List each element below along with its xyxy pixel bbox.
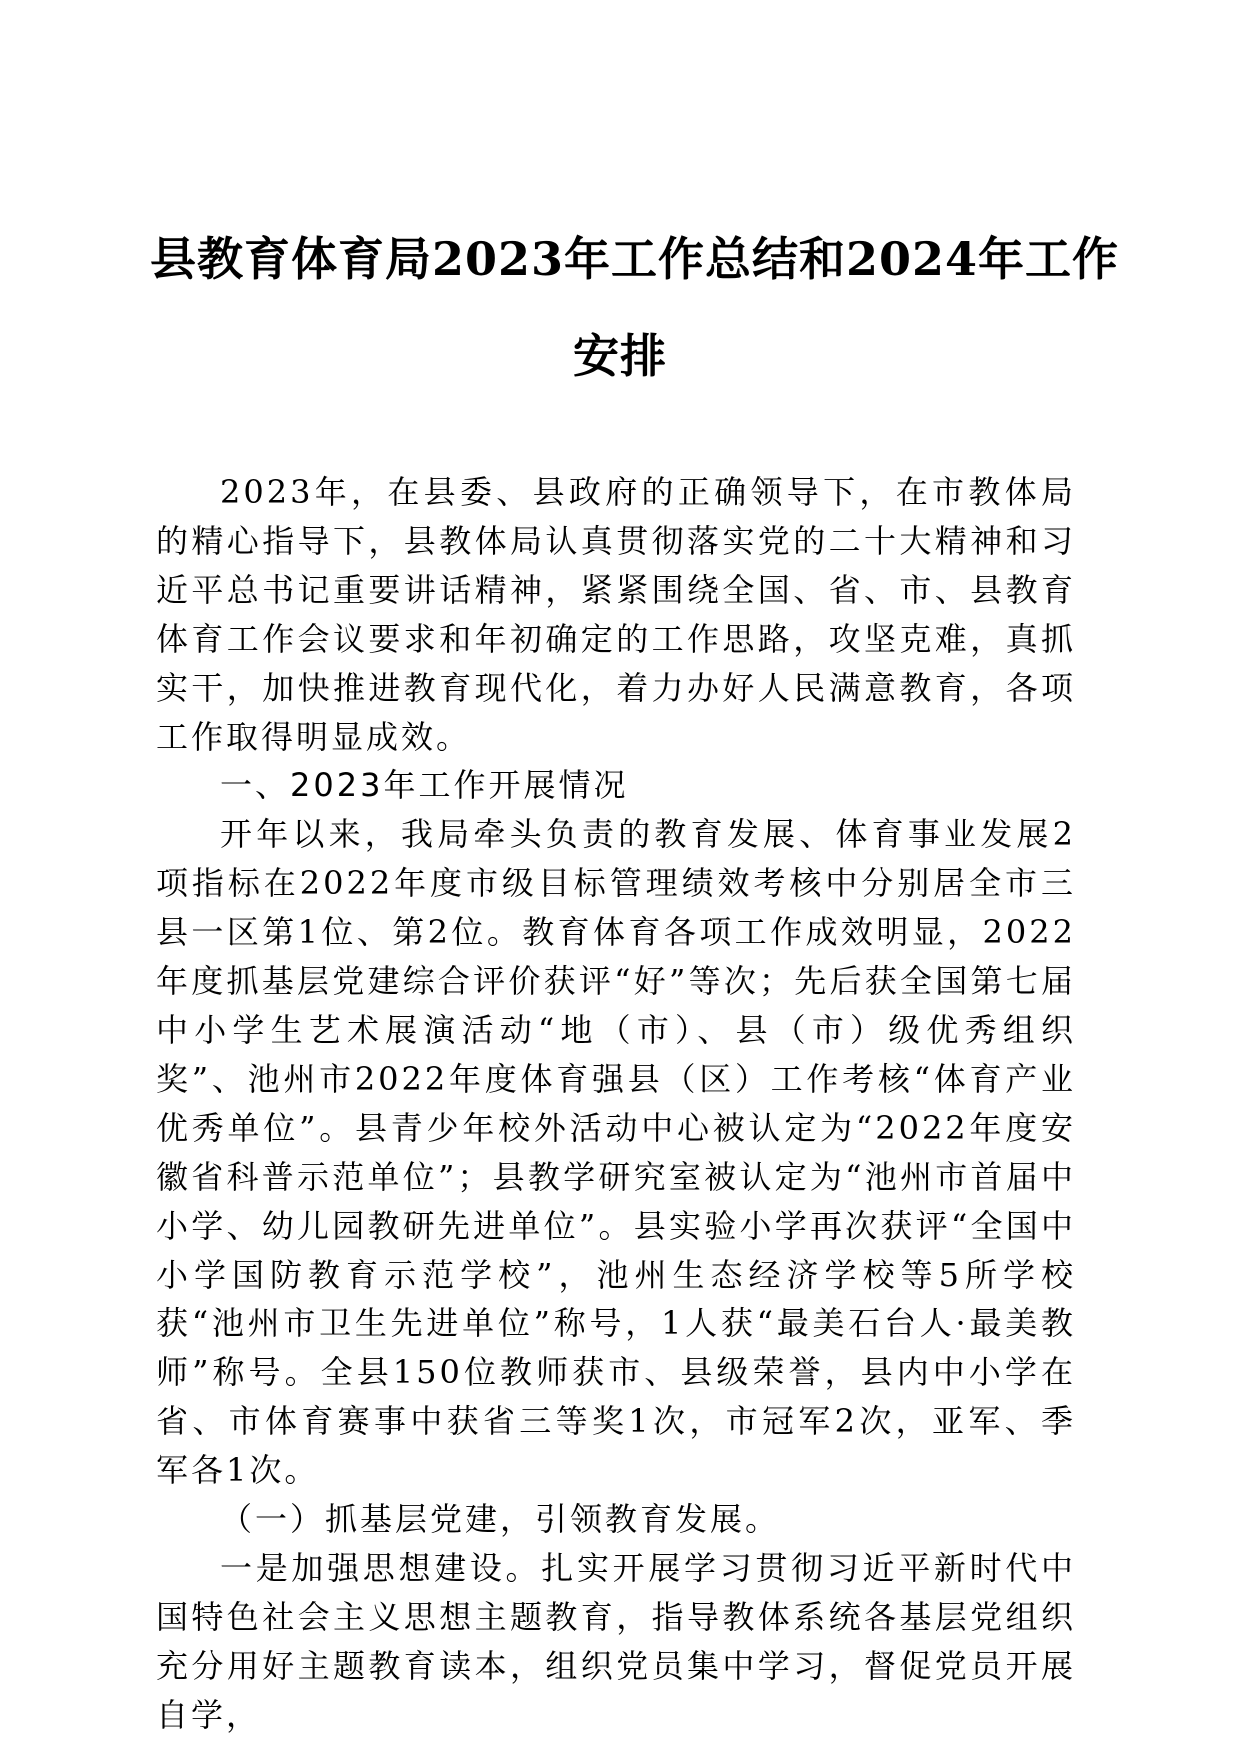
document-title-line-2: 安排	[573, 329, 667, 383]
achievements-paragraph: 开年以来，我局牵头负责的教育发展、体育事业发展2项指标在2022年度市级目标管理绩效考核中分别居全市三县一区第1位、第2位。教育体育各项工作成效明显，2022年度抓基层党建综合评价获评“好”等次；先后获全国第七届中小学生艺术展演活动“地（市）、县（市）级优秀组织奖”、池州市2022年度体育强县（区）工作考核“体育产业优秀单位”。县青少年校外活动中心被认定为“2022年度安徽省科普示范单位”；县教学研究室被认定为“池州市首届中小学、幼儿园教研先进单位”。县实验小学再次获评“全国中小学国防教育示范学校”，池州生态经济学校等5所学校获“池州市卫生先进单位”称号，1人获“最美石台人·最美教师”称号。全县150位教师获市、县级荣誉，县内中小学在省、市体育赛事中获省三等奖1次，市冠军2次，亚军、季军各1次。	[156, 815, 1076, 1490]
document-body	[156, 468, 1076, 1740]
document-title-line-1: 县教育体育局2023年工作总结和2024年工作	[150, 232, 1120, 286]
sub-heading-1: （一）抓基层党建，引领教育发展。	[220, 1500, 781, 1539]
intro-paragraph: 2023年，在县委、县政府的正确领导下，在市教体局的精心指导下，县教体局认真贯彻落实党的二十大精神和习近平总书记重要讲话精神，紧紧围绕全国、省、市、县教育体育工作会议要求和年初确定的工作思路，攻坚克难，真抓实干，加快推进教育现代化，着力办好人民满意教育，各项工作取得明显成效。	[156, 473, 1076, 756]
ideology-paragraph: 一是加强思想建设。扎实开展学习贯彻习近平新时代中国特色社会主义思想主题教育，指导教体系统各基层党组织充分用好主题教育读本，组织党员集中学习，督促党员开展自学，	[156, 1548, 1076, 1734]
section-heading-1: 一、2023年工作开展情况	[220, 766, 629, 805]
